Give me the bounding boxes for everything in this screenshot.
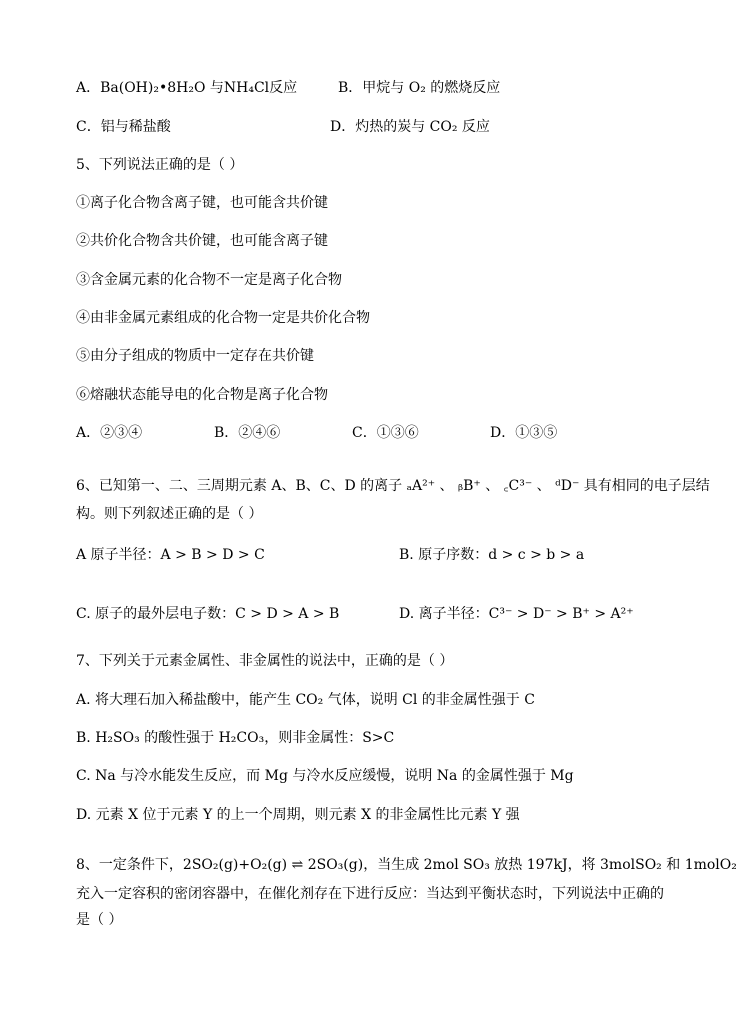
q6-options-row-2 — [76, 604, 696, 624]
q6-option-b: B. 原子序数：d > c > b > a — [399, 547, 585, 563]
q5-options-row — [76, 423, 696, 443]
q4-option-b: B．甲烷与 O₂ 的燃烧反应 — [338, 80, 501, 96]
q5-option-a: A．②③④ — [76, 425, 143, 441]
q4-option-a: A．Ba(OH)₂•8H₂O 与NH₄Cl反应 — [76, 80, 298, 96]
q6-stem-line-2: 构。则下列叙述正确的是（ ） — [76, 506, 263, 522]
q5-statement-6: ⑥熔融状态能导电的化合物是离子化合物 — [76, 387, 328, 403]
q4-option-c: C．铝与稀盐酸 — [76, 119, 171, 135]
q8-line-1: 8、一定条件下，2SO₂(g)+O₂(g) ⇌ 2SO₃(g)，当生成 2mol SO₃ 放热 197kJ，将 3molSO₂ 和 1molO₂ — [76, 857, 737, 873]
q5-statement-3: ③含金属元素的化合物不一定是离子化合物 — [76, 272, 342, 288]
q5-option-c: C．①③⑥ — [352, 425, 419, 441]
q6-stem-line-1: 6、已知第一、二、三周期元素 A、B、C、D 的离子 ₐA²⁺ 、 ᵦB⁺ 、 ꜀C³⁻ 、 ᵈD⁻ 具有相同的电子层结 — [76, 478, 710, 494]
q5-option-b: B．②④⑥ — [214, 425, 281, 441]
q7-option-b: B. H₂SO₃ 的酸性强于 H₂CO₃，则非金属性：S>C — [76, 730, 395, 746]
q6-option-d: D. 离子半径：C³⁻ > D⁻ > B⁺ > A²⁺ — [399, 606, 634, 622]
q5-statement-4: ④由非金属元素组成的化合物一定是共价化合物 — [76, 310, 370, 326]
q5-statement-1: ①离子化合物含离子键，也可能含共价键 — [76, 195, 328, 211]
q4-options-row-1 — [76, 78, 696, 98]
q5-option-d: D．①③⑤ — [490, 425, 558, 441]
q4-options-row-2 — [76, 117, 696, 137]
q6-option-c: C. 原子的最外层电子数：C > D > A > B — [76, 606, 340, 622]
q5-stem: 5、下列说法正确的是（ ） — [76, 157, 244, 173]
q7-stem: 7、下列关于元素金属性、非金属性的说法中，正确的是（ ） — [76, 653, 454, 669]
q7-option-c: C. Na 与冷水能发生反应，而 Mg 与冷水反应缓慢，说明 Na 的金属性强于 Mg — [76, 768, 574, 784]
q6-options-row-1 — [76, 545, 696, 565]
q7-option-d: D. 元素 X 位于元素 Y 的上一个周期，则元素 X 的非金属性比元素 Y 强 — [76, 807, 520, 823]
q6-option-a: A 原子半径：A > B > D > C — [76, 547, 265, 563]
q5-statement-2: ②共价化合物含共价键，也可能含离子键 — [76, 233, 328, 249]
q7-option-a: A. 将大理石加入稀盐酸中，能产生 CO₂ 气体，说明 Cl 的非金属性强于 C — [76, 692, 535, 708]
q5-statement-5: ⑤由分子组成的物质中一定存在共价键 — [76, 348, 314, 364]
q8-line-3: 是（ ） — [76, 912, 123, 928]
q8-line-2: 充入一定容积的密闭容器中，在催化剂存在下进行反应：当达到平衡状态时，下列说法中正确的 — [76, 886, 664, 902]
q4-option-d: D．灼热的炭与 CO₂ 反应 — [330, 119, 490, 135]
